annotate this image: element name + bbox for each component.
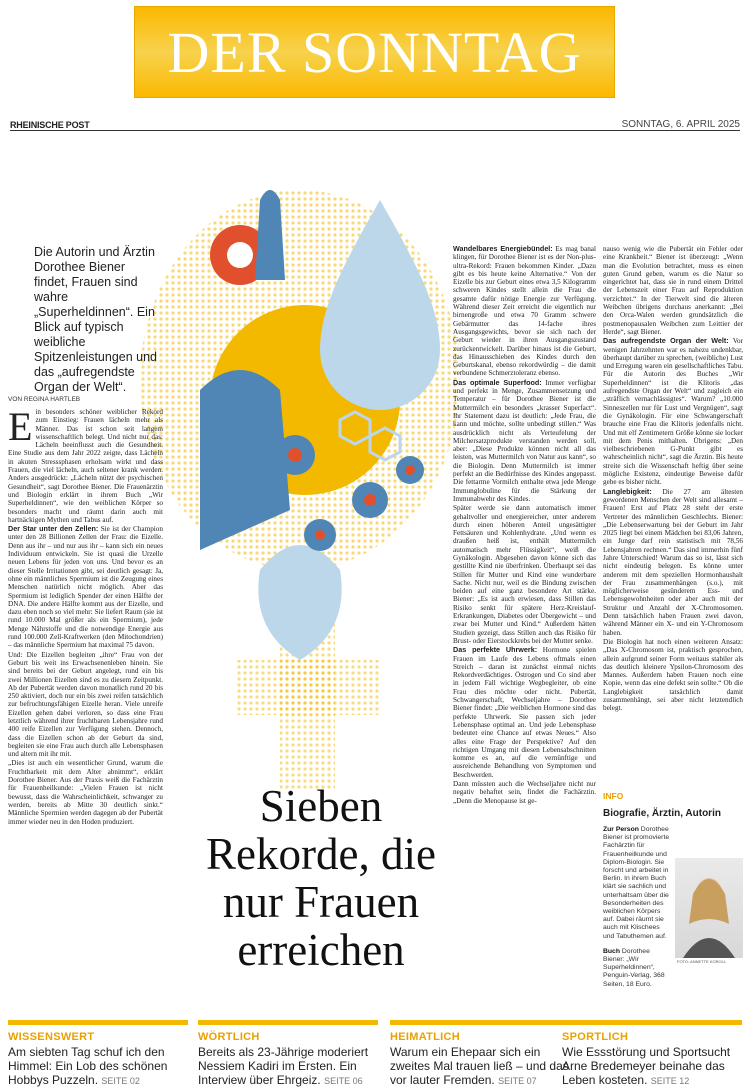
paragraph: nauso wenig wie die Pubertät ein Fehler oder eine Krankheit.“ Biener ist überzeugt: „Wenn man die Evolution betrachtet, muss es einen guten Grund geben, warum es die Natur so eingerichtet hat, dass sie in rund einem Drittel der Lebenszeit einer Frau auf Reproduktion verzichtet.“ In der Tierwelt sind die älteren Weibchen übrigens durchaus anerkannt: „Bei den Orca-Walen werden grundsätzlich die postmenopausalen Weibchen zum Leittier der Herde“, sagt Biener. — [603, 245, 743, 336]
paragraph: Das optimale Superfood: Immer verfügbar und perfekt in Menge, Zusammensetzung und Temperatur – für Dorothee Biener ist die Muttermilch ein besonders „krasser Superfact“. Ihr Statement dazu ist deutlich: „Jede Frau, die kann und möchte, sollte unbedingt stillen.“ Was ausdrücklich nicht als Verteufelung der Milchersatzprodukte verstanden werden soll, aber: „Diese Produkte können nicht all das leisten, was Muttermilch von Natur aus kann“, so die Biologin. Denn Muttermilch ist immer perfekt an die Bedürfnisse des Kindes angepasst. Die fettarme Vormilch enthalte etwa jede Menge Immunglobuline für die Stärkung der Immunabwehr des Kindes. — [453, 377, 596, 503]
teaser-label: SPORTLICH — [562, 1031, 629, 1043]
paragraph: Und: Die Eizellen begleiten „ihre“ Frau von der Geburt bis weit ins Erwachsenenleben hinein. Sie sind bereits bei der Geburt angelegt, rund ein bis zwei Millionen Eizellen sind es zu diesem Zeitpunkt. Ab der Pubertät werden davon monatlich rund 20 bis 250 aktiviert, doch nur ein bis zwei reifen tatsächlich zur befruchtungsfähigen Eizelle heran. Viele unreife Eizellen gehen dabei verloren, so dass eine Frau letztlich während ihrer fruchtbaren Lebensjahre rund 400 reife Eizellen zur Verfügung stehen. Dennoch, dass die Eizellen schon ab der Geburt da sind, begleiten sie eine Frau auch durch alle Lebensphasen und altern mit ihr mit. — [8, 650, 163, 759]
teaser-text: Warum ein Ehepaar sich ein zweites Mal trauen ließ – und das vor lauter Fremden. SEITE 07 — [390, 1045, 569, 1087]
teaser-text: Bereits als 23-Jährige moderiert Nessiem Kadiri im Ersten. Ein Interview über Ehrgeiz. SEITE 06 — [198, 1045, 369, 1087]
female-symbol-illustration — [140, 160, 460, 800]
issue-date: SONNTAG, 6. APRIL 2025 — [621, 119, 740, 130]
banner — [134, 6, 615, 98]
banner-title: DER SONNTAG — [167, 19, 582, 85]
info-person: Zur Person Dorothee Biener ist promovierte Fachärztin für Frauenheilkunde und Diplom-Biologin. Sie forscht und arbeitet in Berlin. In ihrem Buch klärt sie sachlich und unterhaltsam über die Besonderheiten des weiblichen Körpers auf. Dabei räumt sie auch mit Klischees und Tabuthemen auf. — [603, 826, 670, 940]
masthead — [10, 116, 740, 131]
paragraph: „Dies ist auch ein wesentlicher Grund, warum die Fruchtbarkeit mit dem Alter abnimmt“, erklärt Dorothee Biener. Aus der Praxis weiß die Fachärztin für Frauenheilkunde: „Vielen Frauen ist nicht bewusst, dass die Wahrscheinlichkeit, schwanger zu werden, bereits ab Mitte 30 deutlich sinkt.“ Männliche Spermien werden dagegen ab der Pubertät immer wieder neu in den Hoden produziert. — [8, 759, 163, 826]
paragraph: Die Biologin hat noch einen weiteren Ansatz: „Das X-Chromosom ist, praktisch gesprochen, allein aufgrund seiner Form weitaus stabiler als das deutlich kleinere Ypsilon-Chromosom des Mannes. Außerdem haben Frauen noch eine Kopie, wenn das eine defekt sein sollte.“ Ob die Langlebigkeit tatsächlich damit zusammenhängt, sei aber nicht letztendlich belegt. — [603, 637, 743, 713]
teaser-label: WISSENSWERT — [8, 1031, 95, 1043]
headline: Sieben Rekorde, die nur Frauen erreichen — [206, 781, 436, 975]
info-title: Biografie, Ärztin, Autorin — [603, 808, 721, 819]
paragraph: Das perfekte Uhrwerk: Hormone spielen Frauen im Laufe des Lebens oftmals einen Streich – daran ist zunächst einmal nichts Rekordverdächtiges. Östrogen und Co sind aber in jedem Fall wichtige Wegbegleiter, ob eine Frau dies möchte oder nicht. Pubertät, Schwangerschaft, Wechseljahre – Dorothee Biener findet: „Die weiblichen Hormone sind das perfekte Uhrwerk. Sie passen sich jeder Lebensphase optimal an. Und jede Lebensphase bedeutet eine Chance auf etwas Neues.“ Also alles eine Frage der Perspektive? Auf den richtigen Umgang mit diesen Lebensabschnitten komme es an, auf die vernünftige und ausreichende Behandlung von Symptomen und Beschwerden. — [453, 645, 596, 779]
info-label: INFO — [603, 791, 624, 801]
teaser-item[interactable] — [8, 1020, 188, 1088]
author-photo — [675, 858, 743, 958]
paragraph: Der Star unter den Zellen: Sie ist der Champion unter den 28 Billionen Zellen der Frau: die Eizelle. Denn aus ihr – und nur aus ihr – kann sich ein neues Individuum entwickeln. Sie ist quasi die Urzelle neuen Lebens für jeden von uns. Und bevor es an dieser Stelle Irritationen gibt, sei deutlich gesagt: Ja, ohne ein männliches Spermium ist die Zeugung eines Menschen natürlich nicht möglich. Aber das Spermium ist lediglich Spender der einen Hälfte der DNA. Die andere Hälfte kommt aus der Eizelle, und dazu eben noch so viel mehr: Sie liefert Raum (sie ist rund 10.000 Mal größer als ein Spermium), jede Menge Nährstoffe und die notwendige Energie aus rund 100.000 Zell-Kraftwerken (den Mitochondrien) – das männliche Spermium hat maximal 75 davon. — [8, 524, 163, 650]
intro-text: Die Autorin und Ärztin Dorothee Biener findet, Frauen sind wahre „Superheldinnen“. Ein Blick auf typisch weibliche Spitzenleistungen und das „aufregendste Organ der Welt“. — [34, 245, 158, 394]
paragraph: Später werde sie dann automatisch immer gehaltvoller und energiereicher, unter anderem durch einen höheren Anteil ungesättigter Fettsäuren und Kohlenhydrate. „Und wenn es draußen heiß ist, enthält Muttermilch automatisch mehr Flüssigkeit“, weiß die Gynäkologin. Abgesehen davon könne sich das gestillte Kind nie überfrinken. Überhaupt sei das Stillen für Mutter und Kind eine wunderbare Sache. Nicht nur, weil es die Bindung zwischen beiden auf eine ganz besondere Art stärke. Biener: „Es ist auch erwiesen, dass Stillen das Risiko senkt für spätere Herz-Kreislauf-Erkrankungen, Diabetes oder Übergewicht – und zwar bei Mutter und Kind.“ Außerdem hätten Studien gezeigt, dass Stillen auch das Risiko für Brust- oder Eierstockkrebs bei der Mutter senke. — [453, 504, 596, 645]
paragraph: Ein besonders schöner weiblicher Rekord zum Einstieg: Frauen lächeln mehr als Männer. Das ist schon seit langem wissenschaftlich belegt. Und nicht nur das: Lächeln beeinflusst auch die Gesundheit. Eine Studie aus dem Jahr 2022 zeigte, dass Lächeln in akuten Stresssphasen erholsam wirkt und dass Frauen, die viel lächeln, auch seltener krank werden. Anders ausgedrückt: „Lächeln nützt der psychischen Gesundheit“, sagt Dorothee Biener. Die Frauenärztin und Biologin erklärt in ihrem Buch „Wir Superheldinnen“, wie den weiblichen Körper so besonders macht und räumt darin auch mit hartnäckigen Mythen und Tabus auf. — [8, 408, 163, 524]
paragraph: Langlebigkeit: Die 27 am ältesten gewordenen Menschen der Welt sind allesamt – Frauen! Erst auf Platz 28 steht der erste Vertreter des männlichen Geschlechts. Biener: „Die Lebenserwartung bei der Geburt im Jahr 2025 liegt bei einem Mädchen bei 83,06 Jahren, ein Junge darf rein statistisch mit 78,56 Lebensjahren rechnen.“ Das sind immerhin fünf Jahre Unterschied! Warum das so ist, lässt sich nicht eindeutig belegen. Es könne unter anderem mit dem speziellen Hormonhaushalt der Frau zusammenhängen (s.o.), mit möglicherweise gesünderem Ess- und Lebensgewohnheiten oder aber auch mit der Struktur und Anzahl der X-Chromosomen. Denn tatsächlich haben Frauen zwei davon, während Männer ein X- und ein Y-Chromosom haben. — [603, 486, 743, 637]
paper-name: RHEINISCHE POST — [10, 120, 90, 130]
teaser-item[interactable] — [390, 1020, 570, 1088]
article-column-1 — [8, 408, 163, 1013]
byline: VON REGINA HARTLEB — [8, 396, 81, 403]
article-column-2 — [453, 245, 596, 950]
paragraph: Das aufregendste Organ der Welt: Vor wenigen Jahrzehnten war es nahezu undenkbar, überhaupt darüber zu sprechen, (weibliche) Lust und Erregung waren ein gesellschaftliches Tabu. Für die Autorin des Buches „Wir Superheldinnen“ ist die Klitoris „das aufregendste Organ der Welt“ und zugleich ein „sträflich vernachlässigtes“. Warum? „10.000 Sinneszellen nur für Lust und Vergnügen“, sagt die Gynäkologin. Für eine Schwangerschaft brauche eine Frau die Klitoris jedenfalls nicht. Und mit elf Zentimetern Größe könne sie locker mit dem Penis mithalten. Übrigens: „Den vielbeschriebenen G-Punkt gibt es wahrscheinlich nicht“, sagt die Ärztin. Bis heute streite sich die Wissenschaft heftig über seine mögliche Existenz, eindeutige Beweise dafür gebe es bisher nicht. — [603, 336, 743, 487]
teaser-item[interactable] — [198, 1020, 378, 1088]
paragraph: Dann müssten auch die Wechseljahre nicht nur negativ behaftet sein, findet die Fachärztin. „Denn die Menopause ist ge- — [453, 780, 596, 805]
info-book: Buch Dorothee Biener: „Wir Superheldinnen“, Penguin-Verlag, 368 Seiten, 18 Euro. — [603, 947, 665, 988]
article-column-3 — [603, 245, 743, 780]
teaser-text: Wie Essstörung und Sportsucht Arne Bredemeyer beinahe das Leben kosteten. SEITE 12 — [562, 1045, 731, 1087]
teaser-item[interactable] — [562, 1020, 742, 1088]
teaser-label: HEIMATLICH — [390, 1031, 461, 1043]
photo-credit: FOTO: ANNETTE KOROLL — [677, 959, 727, 964]
teaser-text: Am siebten Tag schuf ich den Himmel: Ein Lob des schönen Hobbys Puzzeln. SEITE 02 — [8, 1045, 168, 1087]
teaser-label: WÖRTLICH — [198, 1031, 260, 1043]
teaser-bar — [0, 1020, 750, 1091]
paragraph: Wandelbares Energiebündel: Es mag banal klingen, für Dorothee Biener ist es der Non-plus-ultra-Rekord: Frauen bekommen Kinder. „Dazu gibt es bis heute keine Alternative.“ Von der Eizelle bis zur Geburt eines etwa 3,5 Kilogramm schweren Kindes stellt allein die Frau die gesamte dafür nötige Energie zur Verfügung. Während dieser Zeit erreicht die eigentlich nur birnengroße und etwa 70 Gramm schwere Gebärmutter das 14-fache ihres Ausgangsgewichts, bevor sie sich nach der Geburt wieder in ihren Ausgangszustand zurückentwickelt. Darüber hinaus ist die Geburt, das Hinausschieben des Kindes durch den Geburtskanal, ebenso rekordwürdig – die damit verbundene Schmerztoleranz ebenso. — [453, 245, 596, 378]
